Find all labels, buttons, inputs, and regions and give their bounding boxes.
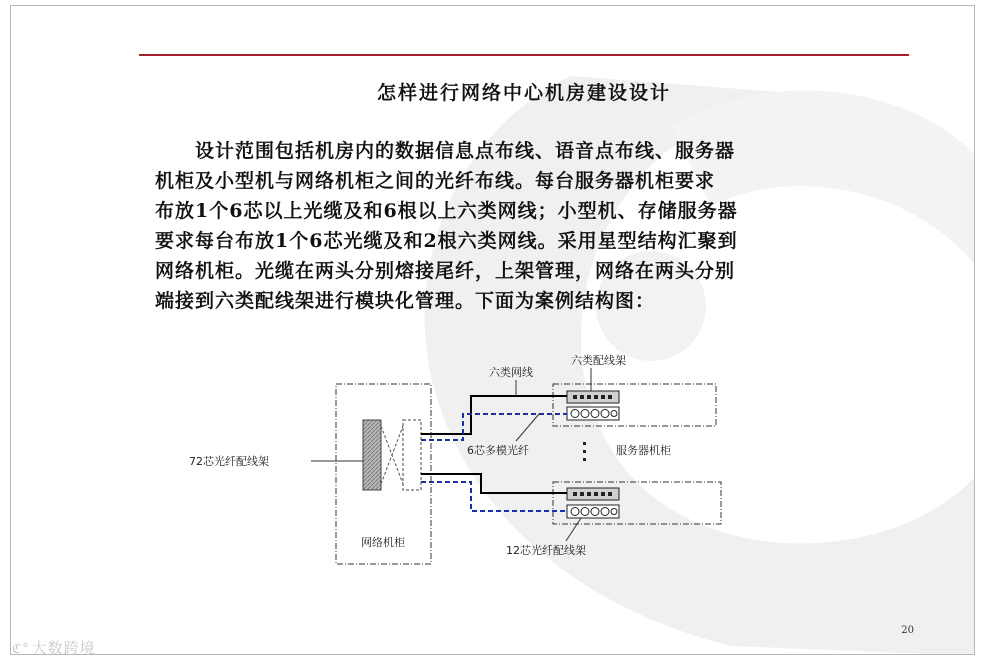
more-racks-ellipsis <box>583 442 586 461</box>
logo-icon: ℭ° <box>12 642 30 657</box>
body-line: 布放1个6芯以上光缆及和6根以上六类网线；小型机、存储服务器 <box>155 200 738 222</box>
cat6-patch-label: 六类配线架 <box>571 354 626 367</box>
body-line: 要求每台布放1个6芯光缆及和2根六类网线。采用星型结构汇聚到 <box>155 230 738 252</box>
body-line: 网络机柜。光缆在两头分别熔接尾纤，上架管理，网络在两头分别 <box>155 260 736 282</box>
title-rule <box>139 54 909 56</box>
network-rack-label: 网络机柜 <box>361 536 405 549</box>
page-number: 20 <box>901 625 914 636</box>
cat6-cable-label: 六类网线 <box>489 366 533 379</box>
6-core-fiber-label: 6芯多模光纤 <box>467 444 529 457</box>
body-line: 机柜及小型机与网络机柜之间的光纤布线。每台服务器机柜要求 <box>155 170 716 192</box>
patch-panel-frame <box>403 420 421 490</box>
12-patch-leader-line <box>566 518 581 541</box>
corner-watermark-logo <box>12 637 96 658</box>
cabling-structure-diagram <box>171 346 731 576</box>
72-core-patch-panel <box>363 420 381 490</box>
fiber-leader-line <box>516 414 539 441</box>
fiber-cable-line <box>421 482 567 511</box>
72-core-patch-label: 72芯光纤配线架 <box>189 455 269 468</box>
server-rack-label: 服务器机柜 <box>616 444 671 457</box>
body-line: 设计范围包括机房内的数据信息点布线、语音点布线、服务器 <box>155 140 736 162</box>
body-line: 端接到六类配线架进行模块化管理。下面为案例结构图： <box>155 290 656 312</box>
slide-title: 怎样进行网络中心机房建设设计 <box>376 82 671 104</box>
cat6-cable-line <box>421 474 567 493</box>
slide-body-text <box>155 136 855 316</box>
slide-page <box>10 5 975 655</box>
12-core-patch-label: 12芯光纤配线架 <box>506 544 586 557</box>
fiber-cable-line <box>421 414 567 440</box>
logo-text: 大数跨境 <box>31 639 96 657</box>
